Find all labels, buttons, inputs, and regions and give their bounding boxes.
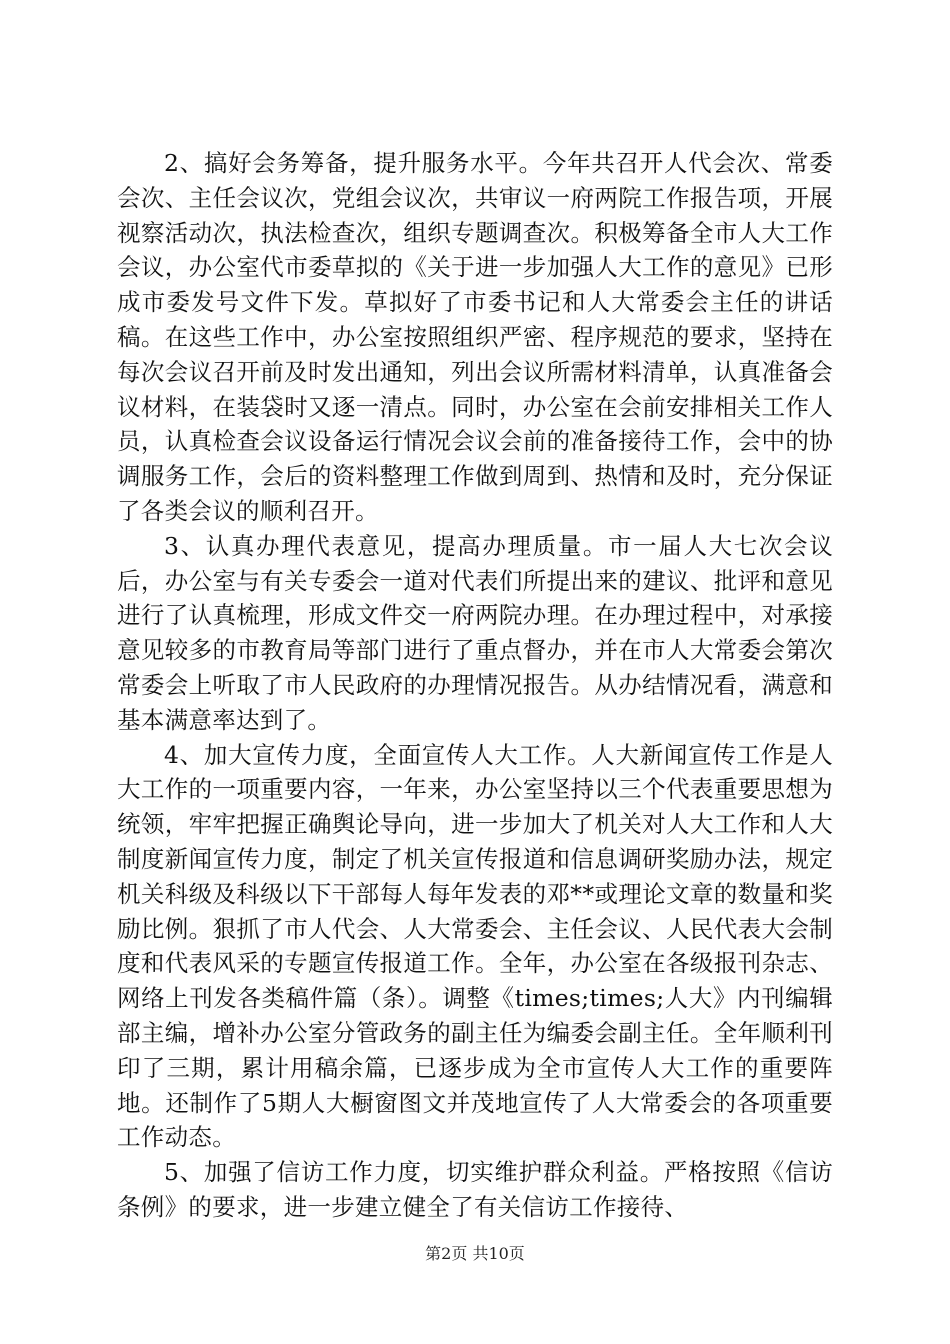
paragraph-deputy-opinions: 3、认真办理代表意见，提高办理质量。市一届人大七次会议后，办公室与有关专委会一道对代表们所提出来的建议、批评和意见进行了认真梳理，形成文件交一府两院办理。在办理过程中，对承接意见较多的市教育局等部门进行了重点督办，并在市人大常委会第次常委会上听取了市人民政府的办理情况报告。从办结情况看，满意和基本满意率达到了。 <box>117 531 833 734</box>
paragraph-meeting-services: 2、搞好会务筹备，提升服务水平。今年共召开人代会次、常委会次、主任会议次，党组会议次，共审议一府两院工作报告项，开展视察活动次，执法检查次，组织专题调查次。积极筹备全市人大工作会议，办公室代市委草拟的《关于进一步加强人大工作的意见》已形成市委发号文件下发。草拟好了市委书记和人大常委会主任的讲话稿。在这些工作中，办公室按照组织严密、程序规范的要求，坚持在每次会议召开前及时发出通知，列出会议所需材料清单，认真准备会议材料，在装袋时又逐一清点。同时，办公室在会前安排相关工作人员，认真检查会议设备运行情况会议会前的准备接待工作，会中的协调服务工作，会后的资料整理工作做到周到、热情和及时，充分保证了各类会议的顺利召开。 <box>117 149 833 525</box>
document-body <box>117 146 833 1225</box>
page-number-footer: 第2页 共10页 <box>425 1244 525 1263</box>
paragraph-publicity: 4、加大宣传力度，全面宣传人大工作。人大新闻宣传工作是人大工作的一项重要内容，一年来，办公室坚持以三个代表重要思想为统领，牢牢把握正确舆论导向，进一步加大了机关对人大工作和人大制度新闻宣传力度，制定了机关宣传报道和信息调研奖励办法，规定机关科级及科级以下干部每人每年发表的邓**或理论文章的数量和奖励比例。狠抓了市人代会、人大常委会、主任会议、人民代表大会制度和代表风采的专题宣传报道工作。全年，办公室在各级报刊杂志、网络上刊发各类稿件篇（条）。调整《times;times;人大》内刊编辑部主编，增补办公室分管政务的副主任为编委会副主任。全年顺利刊印了三期，累计用稿余篇，已逐步成为全市宣传人大工作的重要阵地。还制作了5期人大橱窗图文并茂地宣传了人大常委会的各项重要工作动态。 <box>117 740 833 1152</box>
paragraph-petitions: 5、加强了信访工作力度，切实维护群众利益。严格按照《信访条例》的要求，进一步建立健全了有关信访工作接待、 <box>117 1158 833 1221</box>
